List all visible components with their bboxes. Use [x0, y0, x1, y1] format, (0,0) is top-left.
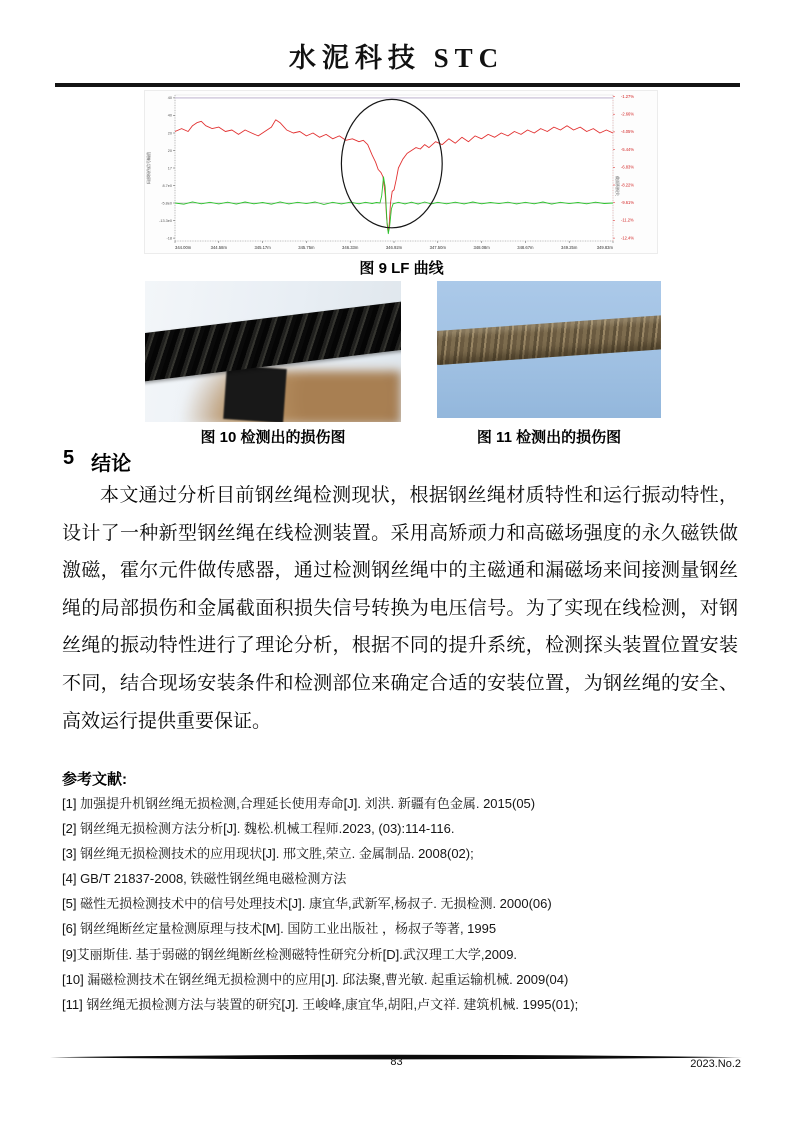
conclusion-paragraph: 本文通过分析目前钢丝绳检测现状，根据钢丝绳材质特性和运行振动特性，设计了一种新型钢丝绳在线检测装置。采用高矫顽力和高磁场强度的永久磁铁做激磁，霍尔元件做传感器，通过检测钢丝绳中的主磁通和漏磁场来间接测量钢丝绳的局部损伤和金属截面积损失信号转换为电压信号。为了实现在线检测，对钢丝绳的振动特性进行了理论分析，根据不同的提升系统，检测探头装置位置安装不同，结合现场安装条件和检测部位来确定合适的安装位置，为钢丝绳的安全、高效运行提供重要保证。	[62, 485, 738, 732]
section-title: 结论	[91, 453, 132, 475]
damage-photo-fig11	[437, 281, 661, 418]
svg-text:347.50m: 347.50m	[429, 245, 446, 250]
svg-text:20: 20	[167, 148, 172, 153]
svg-text:17: 17	[167, 166, 172, 171]
svg-text:-18: -18	[166, 236, 172, 241]
svg-text:345.75m: 345.75m	[298, 245, 315, 250]
page-number: 83	[390, 1056, 403, 1068]
section-number: 5	[63, 447, 75, 469]
svg-text:345.17m: 345.17m	[254, 245, 271, 250]
svg-text:346.33m: 346.33m	[342, 245, 359, 250]
svg-text:40: 40	[167, 113, 172, 118]
figure9-caption: 图 9 LF 曲线	[359, 260, 444, 277]
svg-text:344.58m: 344.58m	[210, 245, 227, 250]
reference-item: [10] 漏磁检测技术在钢丝绳无损检测中的应用[J]. 邱法聚,曹光敏. 起重运输机械. 2009(04)	[62, 971, 569, 987]
reference-item: [6] 钢丝绳断丝定量检测原理与技术[M]. 国防工业出版社 ，杨叔子等著, 1995	[62, 921, 497, 937]
figure11-caption: 图 11 检测出的损伤图	[476, 429, 622, 446]
svg-text:截面积损失: 截面积损失	[615, 176, 620, 196]
journal-title: 水泥科技 STC	[288, 43, 505, 73]
reference-item: [1] 加强提升机钢丝绳无损检测,合理延长使用寿命[J]. 刘洪. 新疆有色金属. 2015(05)	[62, 796, 536, 811]
reference-item: [3] 钢丝绳无损检测技术的应用现状[J]. 邢文胜,荣立. 金属制品. 2008(02);	[62, 846, 474, 862]
svg-text:-5.44%: -5.44%	[621, 146, 634, 152]
issue-label: 2023.No.2	[690, 1058, 741, 1070]
reference-item: [2] 钢丝绳无损检测方法分析[J]. 魏松.机械工程师.2023, (03):114-116.	[62, 821, 455, 837]
svg-text:-12.4%: -12.4%	[621, 235, 634, 241]
svg-text:-8.22%: -8.22%	[621, 182, 634, 188]
svg-text:局部损伤信号幅值: 局部损伤信号幅值	[146, 152, 151, 184]
svg-text:-13.3e0: -13.3e0	[159, 218, 172, 223]
svg-text:-4.05%: -4.05%	[621, 129, 634, 135]
rope-clamp	[223, 365, 287, 422]
svg-text:-9.61%: -9.61%	[621, 200, 634, 205]
svg-text:349.83m: 349.83m	[596, 245, 613, 250]
reference-item: [4] GB/T 21837-2008, 铁磁性钢丝绳电磁检测方法	[62, 871, 347, 887]
header-rule	[55, 83, 740, 87]
reference-item: [11] 钢丝绳无损检测方法与装置的研究[J]. 王峻峰,康宜华,胡阳,卢文祥. 建筑机械. 1995(01);	[62, 996, 579, 1012]
reference-item: [9]艾丽斯佳. 基于弱磁的钢丝绳断丝检测磁特性研究分析[D].武汉理工大学,2009.	[62, 946, 518, 962]
svg-text:348.67m: 348.67m	[517, 245, 534, 250]
svg-text:348.08m: 348.08m	[473, 245, 490, 250]
svg-text:40: 40	[167, 96, 172, 101]
svg-text:-1.27%: -1.27%	[621, 93, 634, 99]
conclusion-heading	[63, 447, 131, 476]
damage-photo-fig10	[145, 281, 401, 422]
svg-text:-6.83%: -6.83%	[621, 164, 634, 170]
svg-text:20: 20	[167, 131, 172, 136]
svg-text:-5.8e0: -5.8e0	[161, 201, 172, 206]
svg-text:344.00m: 344.00m	[175, 245, 192, 250]
brown-wire-rope	[437, 314, 661, 365]
svg-text:-2.66%: -2.66%	[621, 111, 634, 117]
footer-rule	[50, 1048, 742, 1055]
reference-item: [5] 磁性无损检测技术中的信号处理技术[J]. 康宜华,武新军,杨叔子. 无损检测. 2000(06)	[62, 896, 552, 912]
svg-text:-11.2%: -11.2%	[621, 217, 634, 223]
svg-text:346.92m: 346.92m	[385, 245, 403, 250]
references-heading: 参考文献:	[62, 771, 127, 788]
svg-text:349.25m: 349.25m	[561, 245, 578, 250]
figure10-caption: 图 10 检测出的损伤图	[200, 429, 346, 446]
lf-curve-chart	[144, 90, 658, 254]
lf-chart-svg	[145, 91, 657, 253]
svg-text:8.7e0: 8.7e0	[162, 183, 172, 188]
references-list	[62, 791, 744, 1017]
